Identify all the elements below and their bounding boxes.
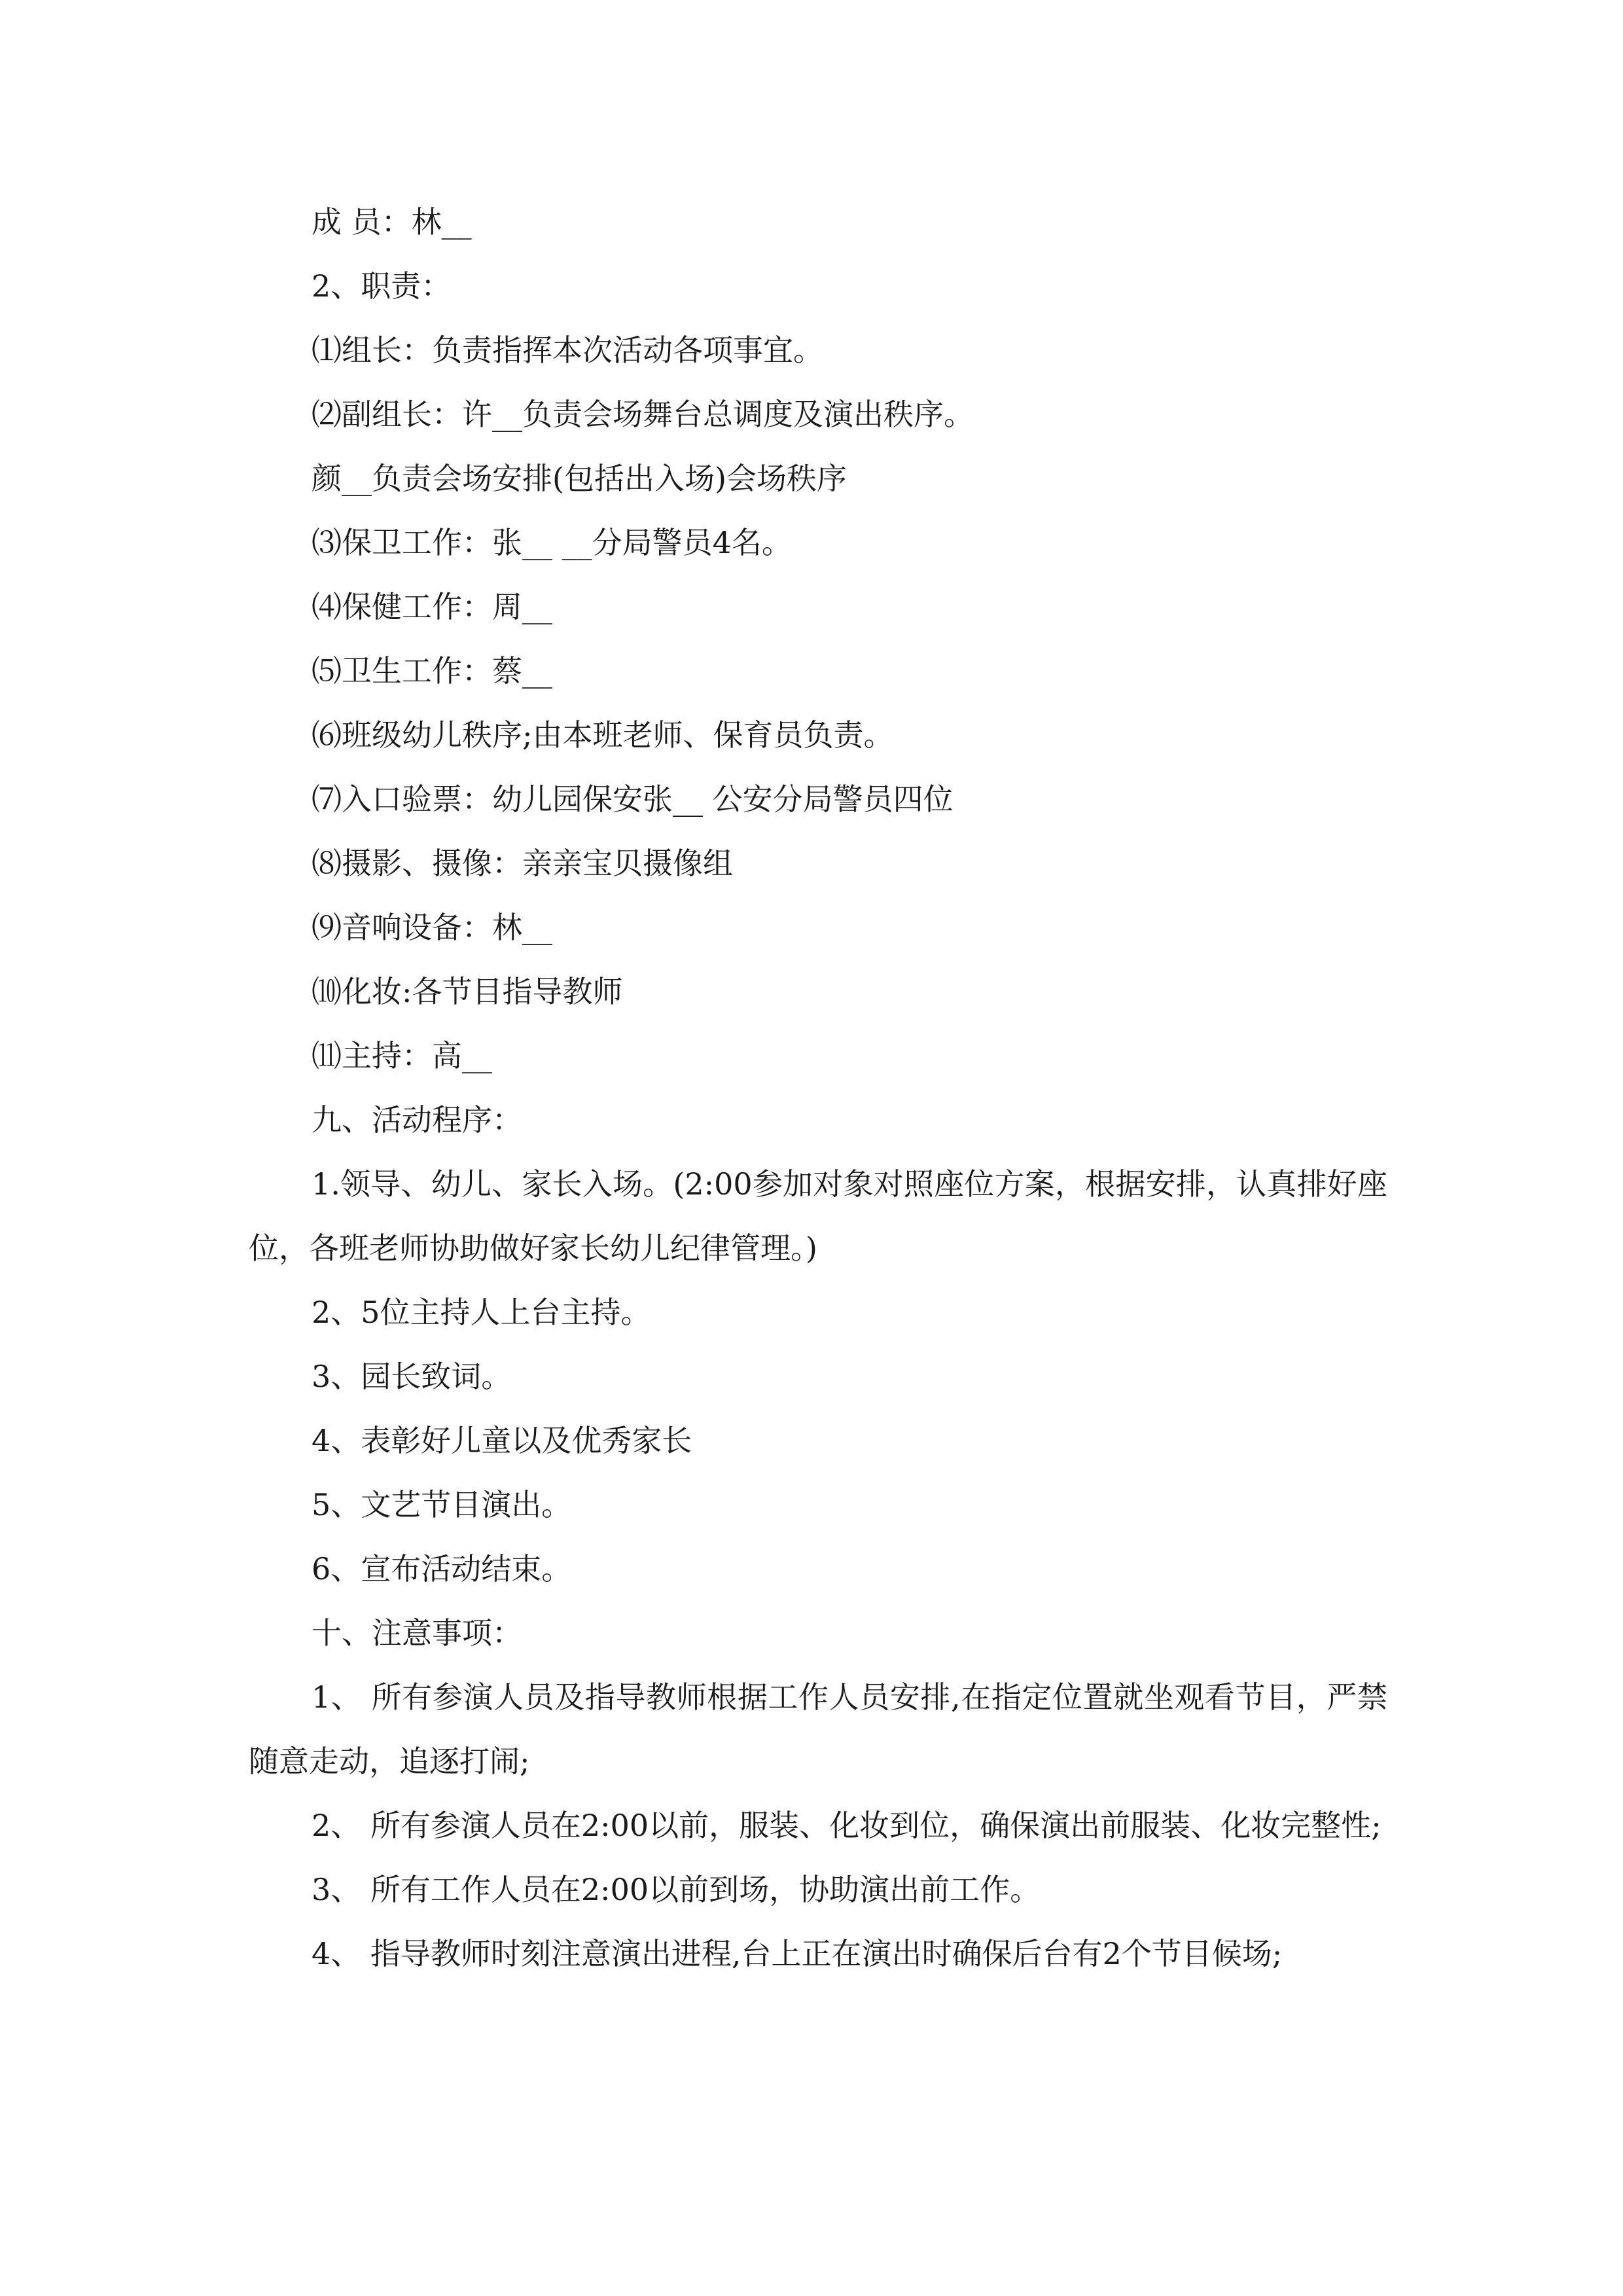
paragraph-venue-arrangement: 颜__负责会场安排(包括出入场)会场秩序: [312, 461, 847, 496]
paragraph-deputy-leader: ⑵副组长：许__负责会场舞台总调度及演出秩序。: [312, 397, 974, 432]
paragraph-health-care: ⑷保健工作：周__: [312, 589, 552, 624]
procedure-item-5: 5、文艺节目演出。: [312, 1487, 572, 1522]
note-item-4: 4、 指导教师时刻注意演出进程,台上正在演出时确保后台有2个节目候场;: [312, 1936, 1283, 1971]
procedure-item-1: 1.领导、幼儿、家长入场。(2:00参加对象对照座位方案，根据安排，认真排好座位，各班老师协助做好家长幼儿纪律管理。): [249, 1166, 1387, 1266]
section-heading-procedure: 九、活动程序：: [312, 1102, 522, 1138]
paragraph-member: 成 员：林__: [312, 204, 472, 240]
document-body: [249, 190, 1387, 1986]
note-item-2: 2、 所有参演人员在2:00以前，服装、化妆到位，确保演出前服装、化妆完整性;: [312, 1808, 1382, 1843]
procedure-item-3: 3、园长致词。: [312, 1359, 512, 1394]
procedure-item-4: 4、表彰好儿童以及优秀家长: [312, 1423, 692, 1458]
paragraph-makeup: ⑽化妆:各节目指导教师: [312, 974, 623, 1009]
procedure-item-6: 6、宣布活动结束。: [312, 1551, 572, 1587]
paragraph-duties-heading: 2、职责：: [312, 268, 452, 304]
paragraph-audio: ⑼音响设备：林__: [312, 910, 552, 945]
paragraph-photography: ⑻摄影、摄像：亲亲宝贝摄像组: [312, 846, 733, 881]
paragraph-group-leader: ⑴组长：负责指挥本次活动各项事宜。: [312, 332, 823, 368]
paragraph-ticket-check: ⑺入口验票：幼儿园保安张__ 公安分局警员四位: [312, 781, 954, 817]
note-item-3: 3、 所有工作人员在2:00以前到场，协助演出前工作。: [312, 1872, 1041, 1907]
section-heading-notes: 十、注意事项：: [312, 1615, 522, 1651]
note-item-1: 1、 所有参演人员及指导教师根据工作人员安排,在指定位置就坐观看节目，严禁随意走动，追逐打闹;: [249, 1679, 1387, 1779]
paragraph-host: ⑾主持：高__: [312, 1038, 492, 1073]
procedure-item-2: 2、5位主持人上台主持。: [312, 1295, 651, 1330]
paragraph-class-order: ⑹班级幼儿秩序;由本班老师、保育员负责。: [312, 717, 894, 753]
paragraph-hygiene: ⑸卫生工作：蔡__: [312, 653, 552, 689]
paragraph-security: ⑶保卫工作：张__ __分局警员4名。: [312, 525, 792, 560]
